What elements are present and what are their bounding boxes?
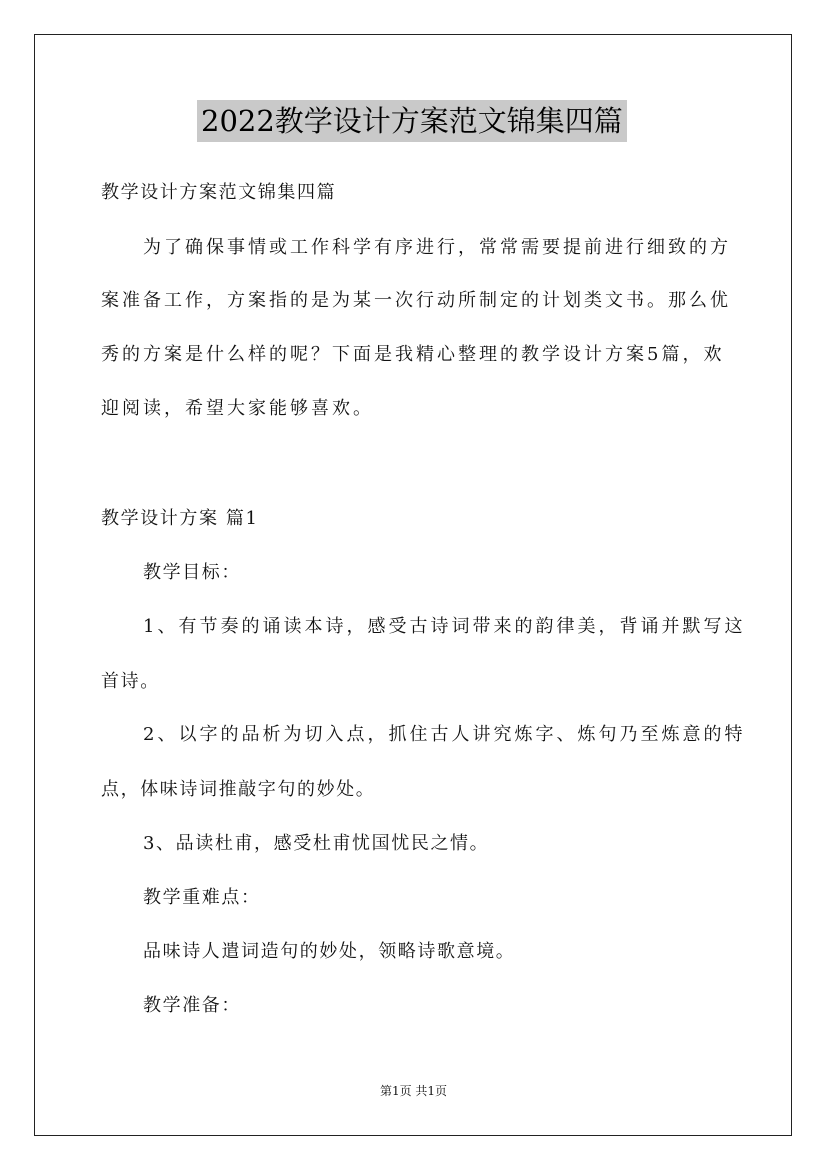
intro-line-3: 秀的方案是什么样的呢？下面是我精心整理的教学设计方案5篇，欢 <box>101 344 725 365</box>
objective-2-line-1: 2、以字的品析为切入点，抓住古人讲究炼字、炼句乃至炼意的特 <box>143 724 746 745</box>
intro-line-4: 迎阅读，希望大家能够喜欢。 <box>101 398 374 419</box>
objective-2-line-2: 点，体味诗词推敲字句的妙处。 <box>101 779 376 800</box>
section-heading: 教学设计方案 篇1 <box>101 508 259 529</box>
objectives-label: 教学目标： <box>143 562 241 583</box>
objective-3: 3、品读杜甫，感受杜甫忧国忧民之情。 <box>143 833 490 854</box>
objective-1-line-2: 首诗。 <box>101 671 160 692</box>
preparation-label: 教学准备： <box>143 995 241 1016</box>
document-subtitle: 教学设计方案范文锦集四篇 <box>101 182 337 203</box>
key-points-label: 教学重难点： <box>143 887 261 908</box>
objective-1-line-1: 1、有节奏的诵读本诗，感受古诗词带来的韵律美，背诵并默写这 <box>143 616 746 637</box>
intro-line-1: 为了确保事情或工作科学有序进行，常常需要提前进行细致的方 <box>143 237 731 258</box>
page-footer: 第1页 共1页 <box>379 1084 448 1098</box>
key-points-text: 品味诗人遣词造句的妙处，领略诗歌意境。 <box>143 941 516 962</box>
document-title: 2022教学设计方案范文锦集四篇 <box>197 100 627 142</box>
intro-line-2: 案准备工作，方案指的是为某一次行动所制定的计划类文书。那么优 <box>101 290 731 311</box>
